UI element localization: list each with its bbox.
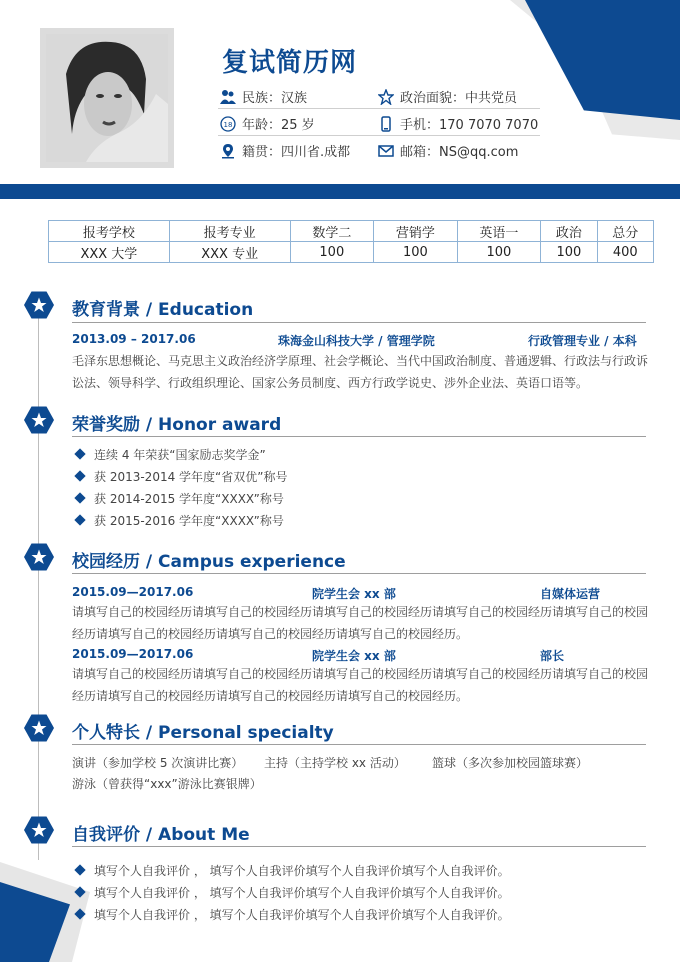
star-badge-icon: [24, 713, 54, 743]
section-title-campus: 校园经历 / Campus experience: [72, 552, 346, 572]
email-text: 邮箱：NS@qq.com: [400, 145, 519, 160]
campus-role: 自媒体运营: [540, 587, 601, 601]
star-badge-icon: [24, 542, 54, 572]
mail-icon: [378, 143, 394, 159]
section-divider: [72, 322, 646, 323]
table-cell: 100: [457, 242, 541, 263]
star-badge-icon: [24, 405, 54, 435]
table-cell: 100: [290, 242, 374, 263]
phone-icon: [378, 116, 394, 132]
section-title-specialty: 个人特长 / Personal specialty: [72, 723, 334, 743]
list-item: [76, 903, 510, 925]
diamond-bullet-icon: [74, 492, 85, 503]
campus-description: 请填写自己的校园经历请填写自己的校园经历请填写自己的校园经历请填写自己的校园经历请填写自己的校园经历请填写自己的校园经历请填写自己的校园经历请填写自己的校园经历。: [72, 667, 649, 703]
honor-text: 获 2013-2014 学年度“省双优”称号: [94, 469, 288, 484]
diamond-bullet-icon: [74, 514, 85, 525]
table-row: [49, 242, 654, 263]
diamond-bullet-icon: [74, 864, 85, 875]
location-pin-icon: [220, 143, 236, 159]
specialty-item: 篮球（多次参加校园篮球赛）: [432, 756, 589, 770]
campus-org: 院学生会 xx 部: [312, 587, 396, 601]
table-cell: XXX 专业: [169, 242, 290, 263]
honor-text: 连续 4 年荣获“国家励志奖学金”: [94, 447, 266, 462]
campus-role: 部长: [540, 649, 565, 663]
star-badge-icon: [24, 815, 54, 845]
age-badge-icon: [220, 116, 236, 132]
table-header-cell: 总分: [597, 221, 653, 242]
info-row: [218, 82, 540, 109]
about-list: [76, 859, 510, 925]
section-title-honors: 荣誉奖励 / Honor award: [72, 415, 282, 435]
table-cell: 100: [541, 242, 597, 263]
diamond-bullet-icon: [74, 908, 85, 919]
phone-field: [378, 114, 538, 133]
origin-text: 籍贯：四川省.成都: [242, 145, 351, 160]
star-outline-icon: [378, 89, 394, 105]
about-text: 填写个人自我评价 ， 填写个人自我评价填写个人自我评价填写个人自我评价。: [94, 907, 510, 922]
campus-period: 2015.09—2017.06: [72, 647, 194, 661]
education-period: 2013.09 – 2017.06: [72, 332, 196, 346]
section-title-about: 自我评价 / About Me: [72, 825, 250, 845]
diamond-bullet-icon: [74, 448, 85, 459]
specialty-item: 主持（主持学校 xx 活动）: [264, 756, 406, 770]
header-divider-bar: [0, 184, 680, 199]
svg-text:18: 18: [223, 120, 233, 129]
section-title-education: 教育背景 / Education: [72, 300, 254, 320]
timeline-line: [38, 300, 39, 860]
age-text: 年龄：25 岁: [242, 118, 315, 133]
section-divider: [72, 846, 646, 847]
education-school: 珠海金山科技大学 / 管理学院: [278, 334, 435, 348]
section-divider: [72, 573, 646, 574]
table-cell: 100: [374, 242, 458, 263]
star-badge-icon: [24, 290, 54, 320]
list-item: [76, 881, 510, 903]
about-text: 填写个人自我评价 ， 填写个人自我评价填写个人自我评价填写个人自我评价。: [94, 885, 510, 900]
list-item: [76, 859, 510, 881]
campus-org: 院学生会 xx 部: [312, 649, 396, 663]
table-header-cell: 营销学: [374, 221, 458, 242]
table-cell: 400: [597, 242, 653, 263]
info-row: [218, 109, 540, 136]
age-field: [220, 114, 315, 133]
politics-text: 政治面貌：中共党员: [400, 91, 518, 106]
list-item: [76, 509, 287, 531]
honor-text: 获 2015-2016 学年度“XXXX”称号: [94, 513, 284, 528]
politics-field: [378, 87, 517, 106]
profile-photo: [46, 34, 168, 162]
table-header-cell: 英语一: [457, 221, 541, 242]
list-item: [76, 487, 287, 509]
section-divider: [72, 744, 646, 745]
ethnicity-field: [220, 87, 307, 106]
table-header-cell: 政治: [541, 221, 597, 242]
candidate-name: 复试简历网: [222, 48, 358, 78]
campus-description: 请填写自己的校园经历请填写自己的校园经历请填写自己的校园经历请填写自己的校园经历请填写自己的校园经历请填写自己的校园经历请填写自己的校园经历请填写自己的校园经历。: [72, 605, 649, 641]
honor-text: 获 2014-2015 学年度“XXXX”称号: [94, 491, 284, 506]
campus-period: 2015.09—2017.06: [72, 585, 194, 599]
table-header-cell: 报考学校: [49, 221, 170, 242]
diamond-bullet-icon: [74, 886, 85, 897]
info-row: [218, 136, 540, 162]
section-divider: [72, 436, 646, 437]
ethnicity-text: 民族：汉族: [242, 91, 308, 106]
exam-scores-table: [48, 220, 654, 263]
diamond-bullet-icon: [74, 470, 85, 481]
corner-decoration-blue: [525, 0, 680, 120]
people-icon: [220, 89, 236, 105]
specialty-item: 游泳（曾获得“xxx”游泳比赛银牌）: [72, 777, 262, 791]
table-header-cell: 报考专业: [169, 221, 290, 242]
table-cell: XXX 大学: [49, 242, 170, 263]
honors-list: [76, 443, 287, 531]
table-header-row: [49, 221, 654, 242]
list-item: [76, 465, 287, 487]
education-major: 行政管理专业 / 本科: [528, 334, 637, 348]
table-header-cell: 数学二: [290, 221, 374, 242]
specialty-item: 演讲（参加学校 5 次演讲比赛）: [72, 756, 244, 770]
education-courses: 毛泽东思想概论、马克思主义政治经济学原理、社会学概论、当代中国政治制度、普通逻辑、行政法与行政诉讼法、领导科学、行政组织理论、国家公务员制度、西方行政学说史、涉外企业法、英语口语等。: [72, 354, 649, 390]
about-text: 填写个人自我评价 ， 填写个人自我评价填写个人自我评价填写个人自我评价。: [94, 863, 510, 878]
list-item: [76, 443, 287, 465]
origin-field: [220, 141, 350, 160]
email-field: [378, 141, 518, 160]
phone-text: 手机：170 7070 7070: [400, 118, 539, 133]
